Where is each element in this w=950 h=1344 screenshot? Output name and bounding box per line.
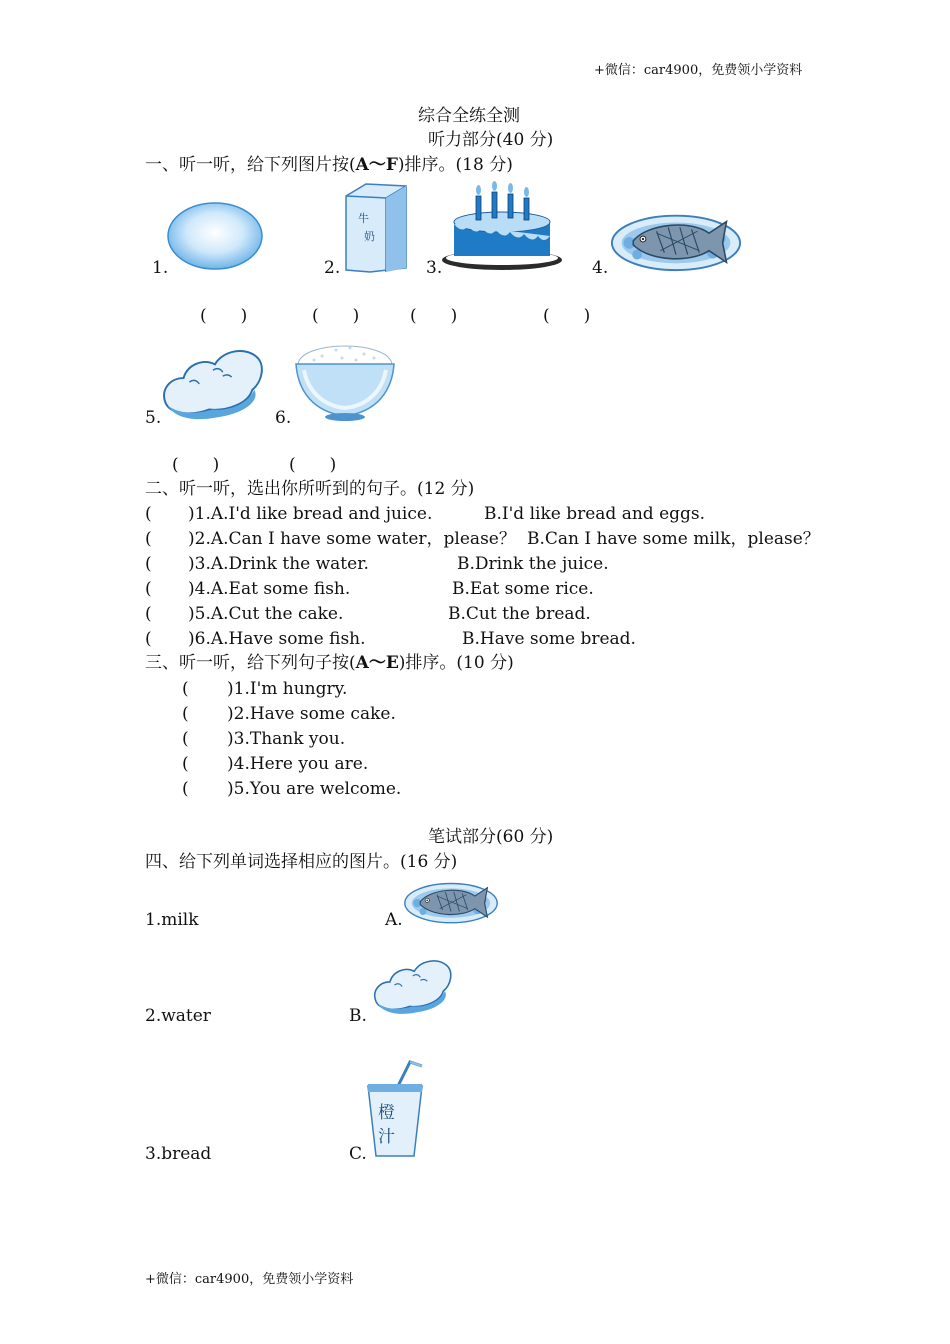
option-b: B.Eat some rice. [452,579,594,599]
section1-heading: 一、听一听，给下列图片按(A～F)排序。(18 分) [145,155,513,175]
juice-label-2: 汁 [378,1127,395,1147]
option-b: B.Cut the bread. [448,604,591,624]
section3-heading: 三、听一听，给下列句子按(A～E)排序。(10 分) [145,653,514,673]
pic-number-3: 3. [426,258,443,278]
pic-number-1: 1. [152,258,169,278]
pic-number-2: 2. [324,258,341,278]
option-a: )4.A.Eat some fish. [188,579,351,599]
option-label: B. [349,1006,367,1026]
answer-blank[interactable]: ( ) [312,306,360,326]
answer-paren[interactable]: ( [145,554,152,574]
page-title: 综合全练全测 [418,106,520,126]
section2-heading: 二、听一听，选出你所听到的句子。(12 分) [145,479,475,499]
sentence-item: )4.Here you are. [227,754,369,774]
option-b: B.I'd like bread and eggs. [484,504,706,524]
fish-plate-icon [608,206,744,274]
bread-icon [158,342,266,422]
answer-paren[interactable]: ( [182,679,189,699]
milk-carton-icon [340,182,412,274]
option-label: A. [385,910,403,930]
option-a: )5.A.Cut the cake. [188,604,344,624]
word-item: 3.bread [145,1144,212,1164]
option-a: )6.A.Have some fish. [188,629,366,649]
answer-blank[interactable]: ( ) [200,306,248,326]
bread-icon [370,950,454,1020]
word-item: 2.water [145,1006,211,1026]
watermark-top: +微信：car4900，免费领小学资料 [594,63,803,78]
option-a: )2.A.Can I have some water，please？ [188,529,516,549]
pic-number-6: 6. [275,408,292,428]
fish-plate-icon [402,876,500,926]
sentence-item: )5.You are welcome. [227,779,402,799]
answer-blank[interactable]: ( ) [543,306,591,326]
pic-number-5: 5. [145,408,162,428]
juice-cup-icon [364,1056,426,1160]
egg-icon [165,200,265,272]
juice-label-1: 橙 [378,1103,395,1123]
answer-paren[interactable]: ( [182,729,189,749]
watermark-bottom: +微信：car4900，免费领小学资料 [145,1272,354,1287]
answer-paren[interactable]: ( [145,579,152,599]
section4-heading: 四、给下列单词选择相应的图片。(16 分) [145,852,458,872]
option-label: C. [349,1144,367,1164]
answer-paren[interactable]: ( [182,779,189,799]
answer-paren[interactable]: ( [182,704,189,724]
svg-text:奶: 奶 [364,230,375,243]
sentence-item: )3.Thank you. [227,729,346,749]
answer-blank[interactable]: ( ) [289,455,337,475]
option-a: )1.A.I'd like bread and juice. [188,504,433,524]
option-b: B.Can I have some milk，please？ [527,529,820,549]
word-item: 1.milk [145,910,199,930]
answer-blank[interactable]: ( ) [410,306,458,326]
option-a: )3.A.Drink the water. [188,554,369,574]
listening-title: 听力部分(40 分) [428,130,554,150]
written-title: 笔试部分(60 分) [428,827,554,847]
option-b: B.Have some bread. [462,629,636,649]
rice-bowl-icon [292,326,398,422]
answer-paren[interactable]: ( [145,604,152,624]
pic-number-4: 4. [592,258,609,278]
answer-paren[interactable]: ( [145,529,152,549]
option-b: B.Drink the juice. [457,554,609,574]
answer-paren[interactable]: ( [182,754,189,774]
answer-paren[interactable]: ( [145,629,152,649]
svg-text:牛: 牛 [358,212,369,225]
sentence-item: )2.Have some cake. [227,704,396,724]
answer-blank[interactable]: ( ) [172,455,220,475]
sentence-item: )1.I'm hungry. [227,679,348,699]
birthday-cake-icon [440,178,570,274]
answer-paren[interactable]: ( [145,504,152,524]
